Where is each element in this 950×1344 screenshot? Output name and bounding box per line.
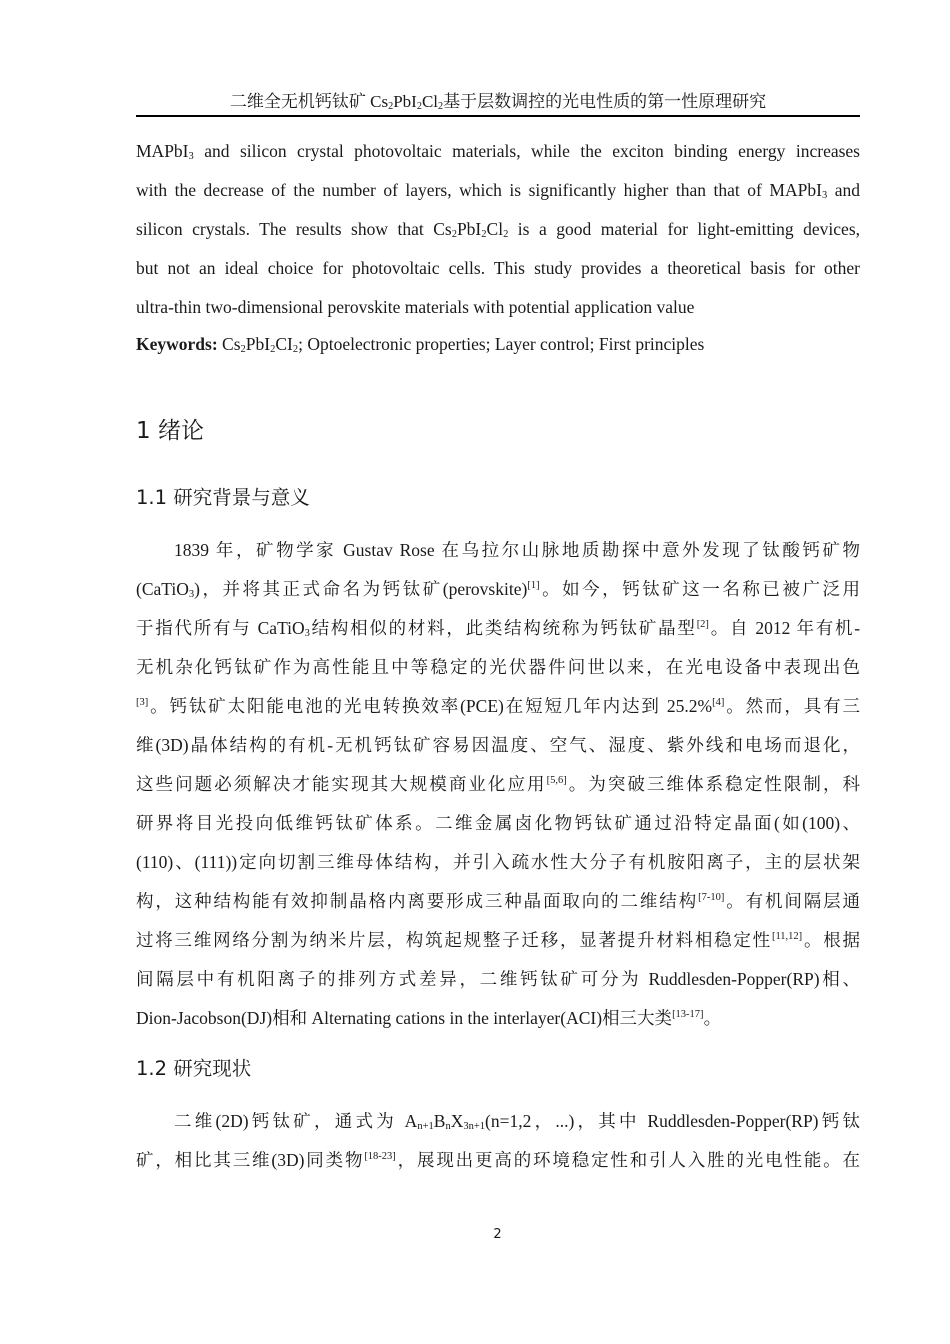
text-line: with the decrease of the number of layers, which is significantly higher than that of MAPbI$_3$ and — [136, 180, 860, 201]
text-line: silicon crystals. The results show that $Cs_2PbI_2Cl_2$ is a good material for light-emitting devices, — [136, 219, 861, 240]
text-line: 维(3D)晶体结构的有机-无机钙钛矿容易因温度、空气、湿度、紫外线和电场而退化， — [136, 735, 860, 755]
running-header: 二维全无机钙钛矿 $Cs_2PbI_2Cl_2$基于层数调控的光电性质的第一性原理研究 — [229, 92, 767, 112]
text-line: 1839 年，矿物学家 Gustav Rose 在乌拉尔山脉地质勘探中意外发现了钛酸钙矿物 — [174, 540, 860, 560]
page-number: 2 — [493, 1227, 502, 1242]
text-line: 无机杂化钙钛矿作为高性能且中等稳定的光伏器件问世以来，在光电设备中表现出色 — [136, 657, 860, 677]
text-line: 于指代所有与 CaTiO$_3$结构相似的材料，此类结构统称为钙钛矿晶型[2]。自 2012 年有机- — [136, 618, 861, 639]
text-line: 矿，相比其三维(3D)同类物[18-23]，展现出更高的环境稳定性和引人入胜的光电性能。在 — [136, 1150, 861, 1170]
text-line: (110)、(111))定向切割三维母体结构，并引入疏水性大分子有机胺阳离子，主的层状架 — [136, 852, 860, 872]
text-line: 二维(2D)钙钛矿，通式为 $A_{n+1}B_nX_{3n+1}(n=1,2$，...)，其中 Ruddlesden-Popper(RP)钙钛 — [174, 1111, 861, 1132]
text-line: but not an ideal choice for photovoltaic cells. This study provides a theoretical basis for other — [136, 258, 860, 278]
keywords-line — [136, 332, 860, 356]
section-heading-1-1: 1.1 研究背景与意义 — [136, 486, 310, 509]
text-line: ultra-thin two-dimensional perovskite materials with potential application value — [136, 297, 695, 317]
text-line: 研界将目光投向低维钙钛矿体系。二维金属卤化物钙钛矿通过沿特定晶面(如(100)、 — [136, 813, 860, 833]
section-heading-1-2: 1.2 研究现状 — [136, 1057, 252, 1080]
text-line: [3]。钙钛矿太阳能电池的光电转换效率(PCE)在短短几年内达到 25.2%[4]。然而，具有三 — [136, 696, 860, 716]
text-line: 这些问题必须解决才能实现其大规模商业化应用[5,6]。为突破三维体系稳定性限制，科 — [136, 774, 860, 794]
header-rule — [136, 115, 860, 117]
section-heading-1: 1 绪论 — [136, 418, 204, 444]
text-line: 过将三维网络分割为纳米片层，构筑起规整子迁移，显著提升材料相稳定性[11,12]。根据 — [136, 930, 861, 950]
text-line: (CaTiO$_3$)，并将其正式命名为钙钛矿(perovskite)[1]。如今，钙钛矿这一名称已被广泛用 — [136, 579, 860, 600]
keywords-label: Keywords: — [136, 334, 218, 354]
text-line: MAPbI$_3$ and silicon crystal photovoltaic materials, while the exciton binding energy increases — [136, 141, 860, 162]
text-line: 间隔层中有机阳离子的排列方式差异，二维钙钛矿可分为 Ruddlesden-Popper(RP)相、 — [136, 969, 860, 989]
keywords-text: $Cs_2PbI_2CI_2$; Optoelectronic properties; Layer control; First principles — [217, 334, 705, 355]
text-line: 构，这种结构能有效抑制晶格内离要形成三种晶面取向的二维结构[7-10]。有机间隔层通 — [136, 891, 861, 911]
text-line: Dion-Jacobson(DJ)相和 Alternating cations in the interlayer(ACI)相三大类[13-17]。 — [136, 1008, 722, 1028]
